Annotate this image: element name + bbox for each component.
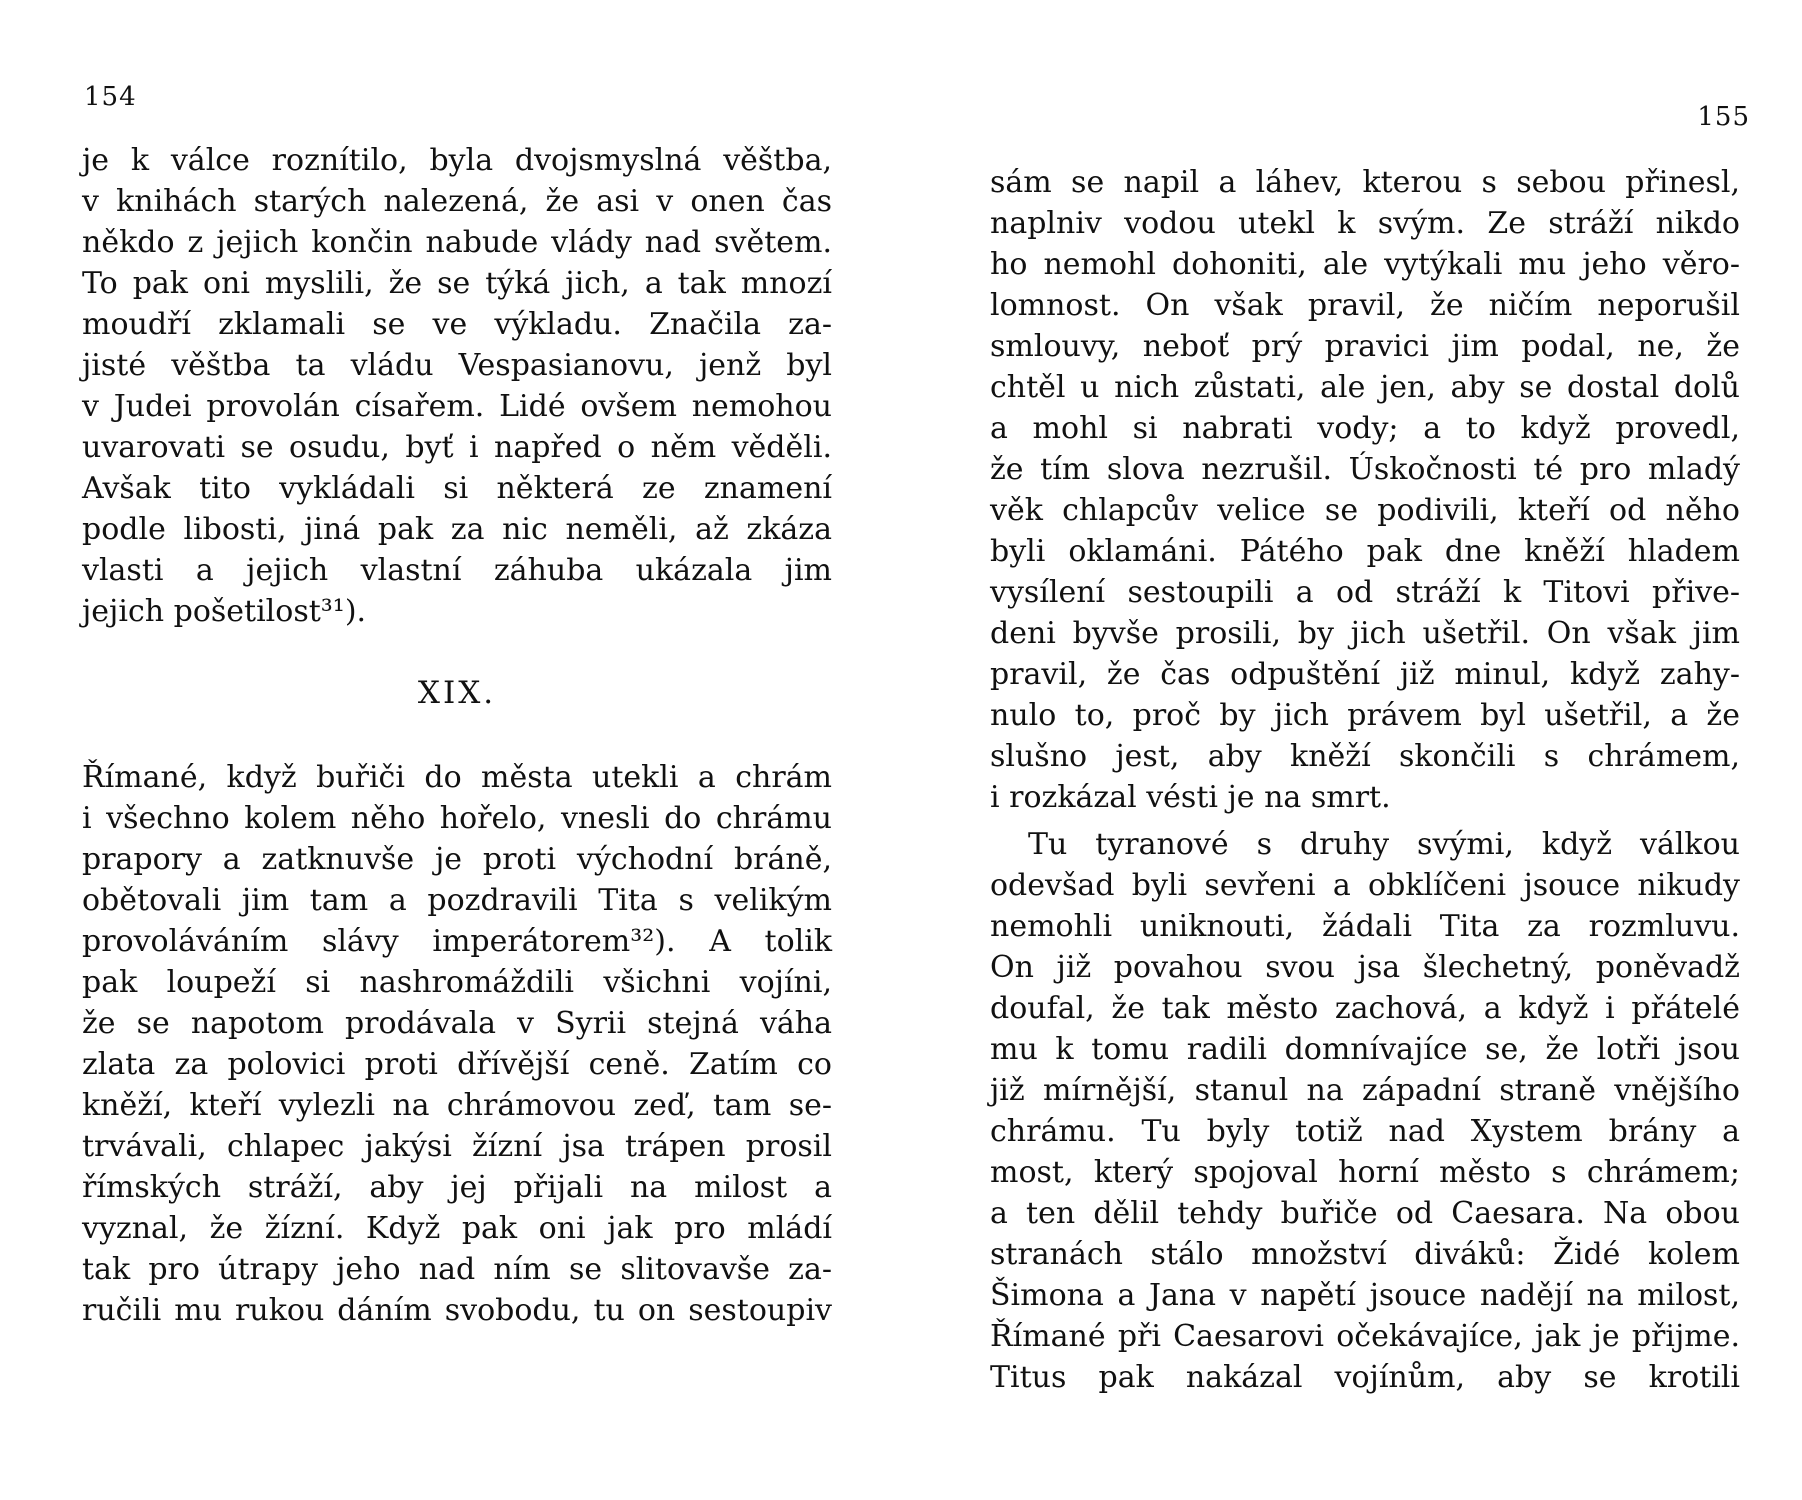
page-number-right: 155 bbox=[1697, 102, 1750, 132]
text-line: slušno jest, aby kněží skončili s chrámem, bbox=[990, 739, 1740, 774]
text-line: kněží, kteří vylezli na chrámovou zeď, tam se- bbox=[82, 1088, 832, 1123]
text-line: věk chlapcův velice se podivili, kteří od něho bbox=[990, 493, 1740, 528]
text-line: již mírnější, stanul na západní straně vnějšího bbox=[990, 1073, 1740, 1108]
text-line: i všechno kolem něho hořelo, vnesli do chrámu bbox=[82, 801, 832, 836]
text-line: mu k tomu radili domnívajíce se, že lotři jsou bbox=[990, 1032, 1740, 1067]
left-page bbox=[82, 0, 842, 1500]
text-line: římských stráží, aby jej přijali na milost a bbox=[82, 1170, 832, 1205]
text-line: naplniv vodou utekl k svým. Ze stráží nikdo bbox=[990, 206, 1740, 241]
text-line: Šimona a Jana v napětí jsouce nadějí na milost, bbox=[990, 1278, 1740, 1313]
right-page bbox=[990, 0, 1750, 1500]
text-line: i rozkázal vésti je na smrt. bbox=[990, 780, 1391, 815]
right-paragraph-2 bbox=[990, 824, 1740, 1398]
text-line: vyznal, že žízní. Když pak oni jak pro mládí bbox=[82, 1211, 832, 1246]
text-line: je k válce roznítilo, byla dvojsmyslná věštba, bbox=[82, 143, 832, 178]
text-line: Římané při Caesarovi očekávajíce, jak je přijme. bbox=[990, 1319, 1740, 1354]
text-line: odevšad byli sevřeni a obklíčeni jsouce nikudy bbox=[990, 868, 1740, 903]
text-line: Avšak tito vykládali si některá ze znamení bbox=[82, 471, 832, 506]
text-line: Titus pak nakázal vojínům, aby se krotili bbox=[990, 1360, 1740, 1395]
text-line: stranách stálo množství diváků: Židé kolem bbox=[990, 1237, 1740, 1272]
text-line: lomnost. On však pravil, že ničím neporušil bbox=[990, 288, 1740, 323]
text-line: jejich pošetilost³¹). bbox=[82, 594, 367, 629]
text-line: vlasti a jejich vlastní záhuba ukázala jim bbox=[82, 553, 832, 588]
text-line: uvarovati se osudu, byť i napřed o něm věděli. bbox=[82, 430, 832, 465]
text-line: prapory a zatknuvše je proti východní bráně, bbox=[82, 842, 832, 877]
text-line: provoláváním slávy imperátorem³²). A tolik bbox=[82, 924, 832, 959]
text-line: tak pro útrapy jeho nad ním se slitovavše za- bbox=[82, 1252, 832, 1287]
right-text-block bbox=[990, 162, 1740, 1398]
text-line: nulo to, proč by jich právem byl ušetřil, a že bbox=[990, 698, 1740, 733]
text-line: a ten dělil tehdy buřiče od Caesara. Na obou bbox=[990, 1196, 1740, 1231]
text-line: most, který spojoval horní město s chrámem; bbox=[990, 1155, 1740, 1190]
text-line: pravil, že čas odpuštění již minul, když zahy- bbox=[990, 657, 1740, 692]
text-line: zlata za polovici proti dřívější ceně. Zatím co bbox=[82, 1047, 832, 1082]
text-line: Římané, když buřiči do města utekli a chrám bbox=[82, 760, 832, 795]
text-line: v Judei provolán císařem. Lidé ovšem nemohou bbox=[82, 389, 832, 424]
text-line: On již povahou svou jsa šlechetný, poněvadž bbox=[990, 950, 1740, 985]
chapter-heading: XIX. bbox=[417, 675, 497, 711]
page-number-left: 154 bbox=[84, 82, 137, 112]
text-line: To pak oni myslili, že se týká jich, a tak mnozí bbox=[82, 266, 832, 301]
text-line: obětovali jim tam a pozdravili Tita s velikým bbox=[82, 883, 832, 918]
text-line: deni byvše prosili, by jich ušetřil. On však jim bbox=[990, 616, 1740, 651]
text-line: že se napotom prodávala v Syrii stejná váha bbox=[82, 1006, 832, 1041]
text-line: ručili mu rukou dáním svobodu, tu on sestoupiv bbox=[82, 1293, 832, 1328]
left-paragraph-2 bbox=[82, 757, 832, 1331]
left-text-block bbox=[82, 140, 832, 1331]
text-line: jisté věštba ta vládu Vespasianovu, jenž byl bbox=[82, 348, 832, 383]
text-line: smlouvy, neboť prý pravici jim podal, ne, že bbox=[990, 329, 1740, 364]
text-line: a mohl si nabrati vody; a to když provedl, bbox=[990, 411, 1740, 446]
text-line: chtěl u nich zůstati, ale jen, aby se dostal dolů bbox=[990, 370, 1740, 405]
text-line: Tu tyranové s druhy svými, když válkou bbox=[1028, 827, 1740, 862]
text-line: v knihách starých nalezená, že asi v onen čas bbox=[82, 184, 832, 219]
text-line: moudří zklamali se ve výkladu. Značila za- bbox=[82, 307, 832, 342]
text-line: nemohli uniknouti, žádali Tita za rozmluvu. bbox=[990, 909, 1740, 944]
text-line: někdo z jejich končin nabude vlády nad světem. bbox=[82, 225, 832, 260]
text-line: že tím slova nezrušil. Úskočnosti té pro mladý bbox=[990, 452, 1740, 487]
text-line: ho nemohl dohoniti, ale vytýkali mu jeho věro- bbox=[990, 247, 1740, 282]
text-line: sám se napil a láhev, kterou s sebou přinesl, bbox=[990, 165, 1740, 200]
text-line: podle libosti, jiná pak za nic neměli, až zkáza bbox=[82, 512, 832, 547]
text-line: trvávali, chlapec jakýsi žízní jsa trápen prosil bbox=[82, 1129, 832, 1164]
text-line: byli oklamáni. Pátého pak dne kněží hladem bbox=[990, 534, 1740, 569]
left-paragraph-1 bbox=[82, 140, 832, 632]
text-line: doufal, že tak město zachová, a když i přátelé bbox=[990, 991, 1740, 1026]
text-line: vysílení sestoupili a od stráží k Titovi přive- bbox=[990, 575, 1740, 610]
text-line: chrámu. Tu byly totiž nad Xystem brány a bbox=[990, 1114, 1740, 1149]
text-line: pak loupeží si nashromáždili všichni vojíni, bbox=[82, 965, 832, 1000]
right-paragraph-1 bbox=[990, 162, 1740, 818]
